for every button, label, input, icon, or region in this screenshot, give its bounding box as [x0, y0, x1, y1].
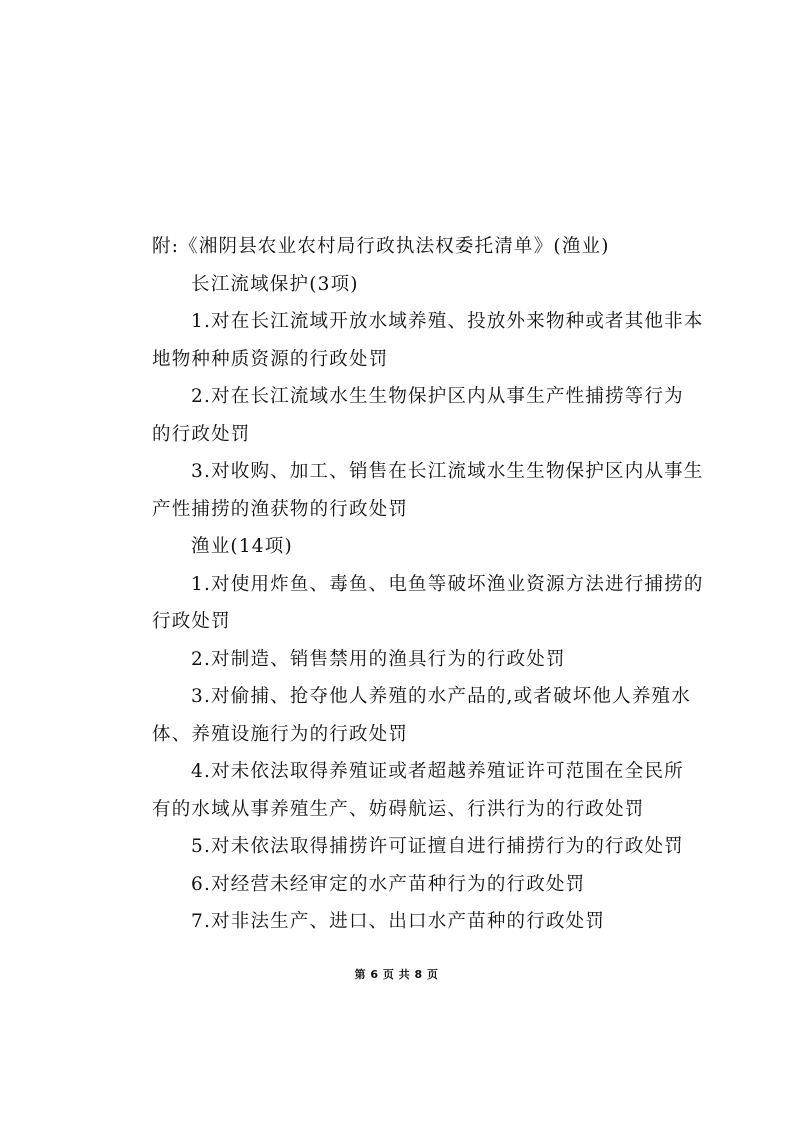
list-item-line: 2.对在长江流域水生生物保护区内从事生产性捕捞等行为 [191, 386, 684, 407]
list-item-line: 地物种种质资源的行政处罚 [152, 348, 389, 370]
list-item-line: 4.对未依法取得养殖证或者超越养殖证许可范围在全民所 [191, 761, 684, 782]
section-heading-fishery: 渔业(14项) [191, 536, 293, 557]
list-item-line: 3.对偷捕、抢夺他人养殖的水产品的,或者破坏他人养殖水 [191, 686, 691, 707]
list-item-line: 3.对收购、加工、销售在长江流域水生生物保护区内从事生 [191, 461, 704, 482]
list-item-line: 1.对在长江流域开放水域养殖、投放外来物种或者其他非本 [191, 311, 704, 332]
page-number-footer: 第 6 页 共 8 页 [354, 968, 439, 981]
document-body [152, 228, 704, 941]
attachment-title: 附:《湘阴县农业农村局行政执法权委托清单》(渔业) [152, 236, 610, 257]
list-item-line: 产性捕捞的渔获物的行政处罚 [152, 498, 409, 520]
list-item-line: 的行政处罚 [152, 423, 251, 445]
list-item-line: 体、养殖设施行为的行政处罚 [152, 723, 409, 745]
list-item-line: 行政处罚 [152, 611, 231, 632]
section-heading-yangtze: 长江流域保护(3项) [191, 273, 359, 295]
list-item-line: 有的水域从事养殖生产、妨碍航运、行洪行为的行政处罚 [152, 798, 645, 820]
list-item-line: 2.对制造、销售禁用的渔具行为的行政处罚 [191, 648, 566, 670]
list-item-line: 1.对使用炸鱼、毒鱼、电鱼等破坏渔业资源方法进行捕捞的 [191, 573, 704, 595]
list-item-line: 6.对经营未经审定的水产苗种行为的行政处罚 [191, 873, 586, 895]
list-item-line: 7.对非法生产、进口、出口水产苗种的行政处罚 [191, 911, 606, 932]
list-item-line: 5.对未依法取得捕捞许可证擅自进行捕捞行为的行政处罚 [191, 836, 684, 857]
